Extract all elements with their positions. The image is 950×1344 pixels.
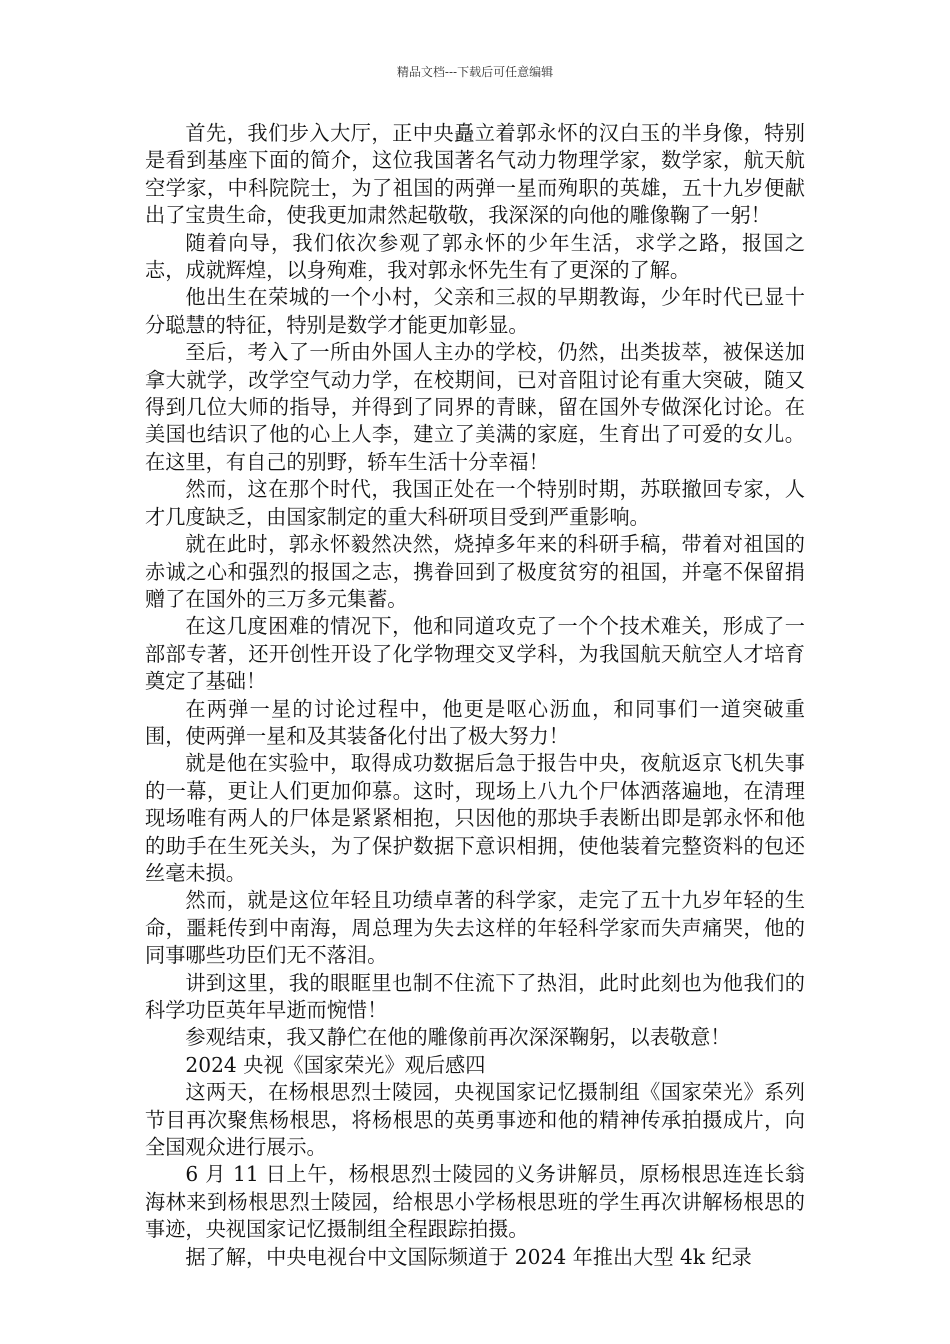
paragraph: 在两弹一星的讨论过程中，他更是呕心沥血，和同事们一道突破重围，使两弹一星和及其装备化付出了极大努力！ [145,696,805,748]
paragraph: 然而，这在那个时代，我国正处在一个特别时期，苏联撤回专家，人才几度缺乏，由国家制定的重大科研项目受到严重影响。 [145,477,805,529]
paragraph: 随着向导，我们依次参观了郭永怀的少年生活，求学之路，报国之志，成就辉煌，以身殉难，我对郭永怀先生有了更深的了解。 [145,230,805,283]
section-heading: 2024 央视《国家荣光》观后感四 [185,1052,486,1077]
paragraph: 这两天，在杨根思烈士陵园，央视国家记忆摄制组《国家荣光》系列节目再次聚焦杨根思，将杨根思的英勇事迹和他的精神传承拍摄成片，向全国观众进行展示。 [145,1080,805,1160]
paragraph: 至后，考入了一所由外国人主办的学校，仍然，出类拔萃，被保送加拿大就学，改学空气动力学，在校期间，已对音阻讨论有重大突破，随又得到几位大师的指导，并得到了同界的青睐，留在国外专做深化讨论。在美国也结识了他的心上人李，建立了美满的家庭，生育出了可爱的女儿。在这里，有自己的别野，轿车生活十分幸福！ [145,340,805,474]
paragraph: 然而，就是这位年轻且功绩卓著的科学家，走完了五十九岁年轻的生命，噩耗传到中南海，周总理为失去这样的年轻科学家而失声痛哭，他的同事哪些功臣们无不落泪。 [145,888,805,968]
paragraph: 首先，我们步入大厅，正中央矗立着郭永怀的汉白玉的半身像，特别是看到基座下面的简介，这位我国著名气动力物理学家，数学家，航天航空学家，中科院院士，为了祖国的两弹一星而殉职的英雄，五十九岁便献出了宝贵生命，使我更加肃然起敬敬，我深深的向他的雕像鞠了一躬！ [145,121,805,228]
page-header: 精品文档---下载后可任意编辑 [396,65,554,79]
paragraph: 就是他在实验中，取得成功数据后急于报告中央，夜航返京飞机失事的一幕，更让人们更加仰慕。这时，现场上八九个尸体洒落遍地，在清理现场唯有两人的尸体是紧紧相抱，只因他的那块手表断出即是郭永怀和他的助手在生死关头，为了保护数据下意识相拥，使他装着完整资料的包还丝毫未损。 [145,751,805,885]
paragraph: 6 月 11 日上午，杨根思烈士陵园的义务讲解员，原杨根思连连长翁海林来到杨根思烈士陵园，给根思小学杨根思班的学生再次讲解杨根思的事迹，央视国家记忆摄制组全程跟踪拍摄。 [145,1162,805,1242]
paragraph: 参观结束，我又静伫在他的雕像前再次深深鞠躬，以表敬意！ [185,1025,731,1050]
paragraph: 就在此时，郭永怀毅然决然，烧掉多年来的科研手稿，带着对祖国的赤诚之心和强烈的报国之志，携眷回到了极度贫穷的祖国，并毫不保留捐赠了在国外的三万多元集蓄。 [145,532,805,611]
paragraph: 在这几度困难的情况下，他和同道攻克了一个个技术难关，形成了一部部专著，还开创性开设了化学物理交叉学科，为我国航天航空人才培育奠定了基础！ [145,614,805,694]
paragraph: 据了解，中央电视台中文国际频道于 2024 年推出大型 4k 纪录 [185,1244,752,1269]
document-body [145,120,805,1271]
paragraph: 讲到这里，我的眼眶里也制不住流下了热泪，此时此刻也为他我们的科学功臣英年早逝而惋惜！ [145,970,805,1022]
paragraph: 他出生在荣城的一个小村，父亲和三叔的早期教诲，少年时代已显十分聪慧的特征，特别是数学才能更加彰显。 [145,285,805,337]
